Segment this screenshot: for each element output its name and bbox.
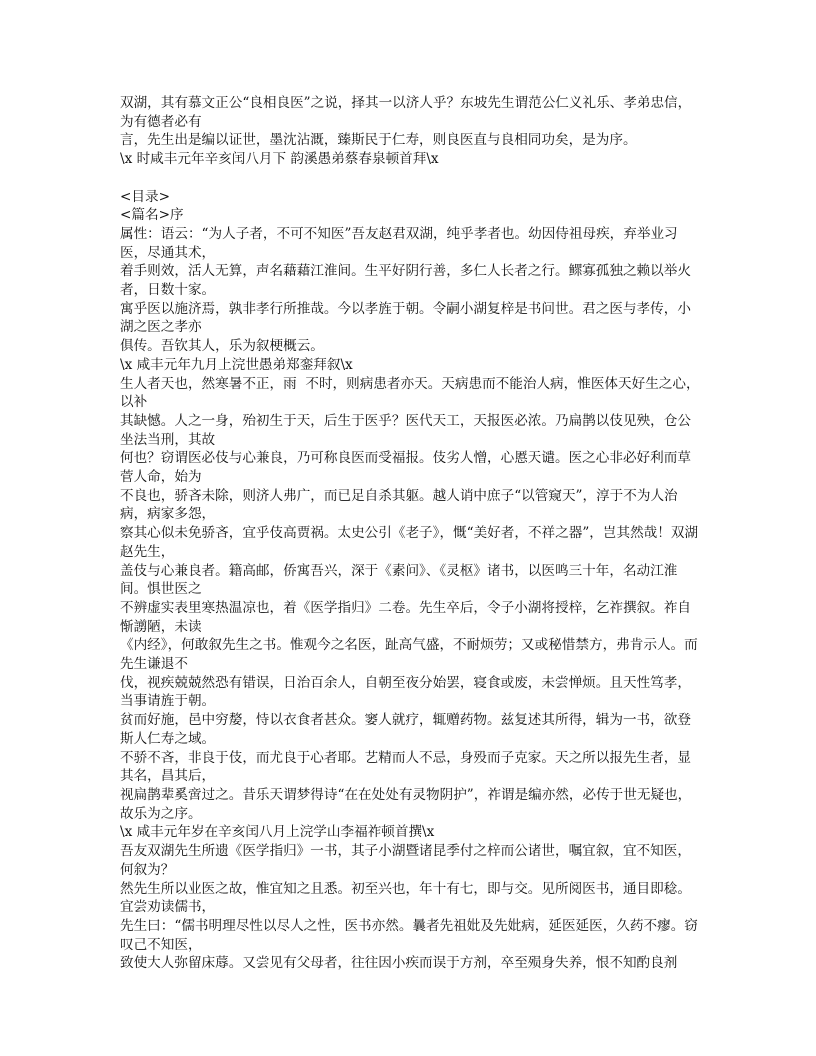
text-line: \x 时咸丰元年辛亥闰八月下 韵溪愚弟蔡春泉顿首拜\x (120, 151, 439, 168)
text-line: 俱传。吾钦其人，乐为叙梗概云。 (120, 338, 324, 355)
blank-line (120, 169, 702, 188)
text-line: 不良也，骄吝未除，则济人弗广，而已足自杀其躯。越人诮中庶子“以管窥天”，淳于不为人治病，病家多怨， (120, 487, 678, 523)
text-line: <篇名>序 (120, 207, 184, 224)
text-line: <目录> (120, 188, 170, 205)
text-line: 盖伎与心兼良者。籍高邮，侨寓吾兴，深于《素问》、《灵枢》诸书，以医鸣三十年，名动江淮间。惧世医之 (120, 562, 678, 598)
text-line: 吾友双湖先生所遗《医学指归》一书，其子小湖暨诸昆季付之梓而公诸世，嘱宜叙，宜不知医，何叙为？ (120, 843, 691, 878)
text-line: 何也？窃谓医必伎与心兼良，乃可称良医而受福报。伎劣人憎，心慝天谴。医之心非必好利而草菅人命，始为 (120, 450, 691, 486)
text-line: 贫而好施，邑中穷嫠，恃以衣食者甚众。窭人就疗，辄赠药物。兹复述其所得，辑为一书，欲登斯人仁寿之域。 (120, 712, 691, 747)
text-line: 寓乎医以施济焉，孰非孝行所推哉。今以孝旌于朝。令嗣小湖复梓是书问世。君之医与孝传，小湖之医之孝亦 (120, 300, 691, 336)
text-line: 生人者天也，然寒暑不正，雨 不时，则病患者亦天。天病患而不能治人病，惟医体天好生之心，以补 (120, 375, 700, 411)
text-line: 先生曰：“儒书明理尽性以尽人之性，医书亦然。曩者先祖妣及先妣病，延医延医，久药不瘳。窃叹己不知医， (120, 917, 698, 953)
text-line: 视扁鹊辈奚啻过之。昔乐天谓梦得诗“在在处处有灵物阴护”，祚谓是编亦然，必传于世无疑也，故乐为之序。 (120, 787, 692, 822)
text-line: 言，先生出是编以证世，墨沈沾溉，臻斯民于仁寿，则良医直与良相同功矣，是为序。 (120, 132, 637, 149)
document-page (120, 94, 702, 973)
text-line: 致使大人弥留床蓐。又尝见有父母者，往往因小疾而误于方剂，卒至殒身失养，恨不知酌良剂 (120, 955, 678, 972)
text-line: 伐，视疾兢兢然恐有错误，日治百余人，自朝至夜分始罢，寝食或废，未尝惮烦。且天性笃孝，当事请旌于朝。 (120, 674, 691, 710)
text-line: 其缺憾。人之一身，殆初生于天，后生于医乎？医代天工，天报医必浓。乃扁鹊以伎见殃，仓公坐法当刑，其故 (120, 412, 691, 448)
text-line: 双湖，其有慕文正公“良相良医”之说，择其一以济人乎？东坡先生谓范公仁义礼乐、孝弟忠信，为有德者必有 (120, 95, 692, 130)
text-line: 不辨虚实表里寒热温凉也，着《医学指归》二卷。先生卒后，令子小湖将授梓，乞祚撰叙。祚自惭謭陋，未读 (120, 599, 691, 635)
text-line: 不骄不吝，非良于伎，而尤良于心者耶。艺精而人不忌，身殁而子克家。天之所以报先生者，显其名，昌其后， (120, 749, 691, 785)
text-line: 属性：语云：“为人子者，不可不知医”吾友赵君双湖，纯乎孝者也。幼因侍祖母疾，弃举业习医，尽通其术， (120, 225, 678, 261)
text-line: \x 咸丰元年岁在辛亥闰八月上浣学山李福祚顿首撰\x (120, 824, 435, 841)
text-line: 《内经》，何敢叙先生之书。惟观今之名医，趾高气盛，不耐烦劳；又或秘惜禁方，弗肯示人。而先生谦退不 (120, 637, 698, 673)
text-line: 然先生所以业医之故，惟宜知之且悉。初至兴也，年十有七，即与交。见所阅医书，通目即稔。宜尝劝读儒书， (120, 880, 691, 916)
text-line: 着手则效，活人无算，声名藉藉江淮间。生平好阴行善，多仁人长者之行。鳏寡孤独之赖以举火者，日数十家。 (120, 263, 691, 299)
text-line: \x 咸丰元年九月上浣世愚弟郑銮拜叙\x (120, 356, 353, 373)
text-line: 察其心似未免骄吝，宜乎伎高贾祸。太史公引《老子》，慨“美好者，不祥之器”，岂其然哉！双湖赵先生， (120, 525, 699, 560)
